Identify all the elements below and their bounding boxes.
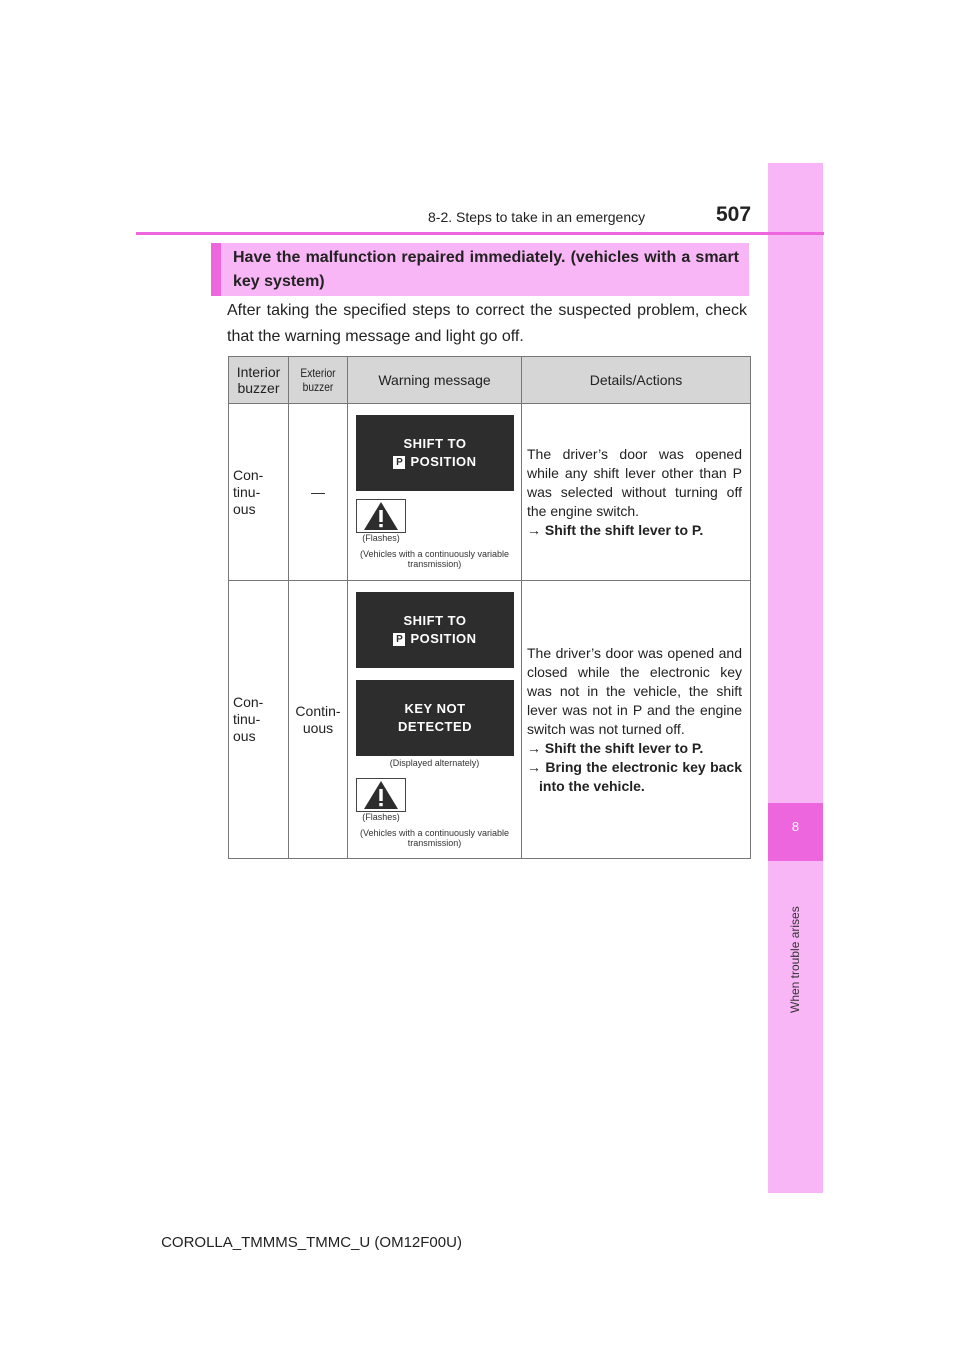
cvt-note: (Vehicles with a continuously variable transmission) <box>359 549 510 569</box>
header-rule <box>136 232 824 235</box>
cvt-note: (Vehicles with a continuously variable transmission) <box>359 827 510 848</box>
table-row <box>229 404 751 581</box>
exterior-buzzer-cell: — <box>289 404 348 581</box>
header-warning-message: Warning message <box>348 357 522 404</box>
p-position-icon: P <box>393 456 405 469</box>
chapter-label: When trouble arises <box>788 906 802 1014</box>
table-header-row <box>229 357 751 404</box>
master-warning-icon <box>356 499 406 533</box>
shift-to-p-display: SHIFT TO P POSITION <box>356 415 514 491</box>
warning-message-cell <box>348 404 522 581</box>
master-warning-icon <box>356 778 406 812</box>
chapter-number: 8 <box>791 819 800 834</box>
displayed-alternately-label: (Displayed alternately) <box>389 757 480 768</box>
section-title: 8-2. Steps to take in an emergency <box>428 209 646 225</box>
intro-paragraph: After taking the specified steps to correct the suspected problem, check that the warning message and light go off. <box>227 302 747 345</box>
action-item: → Shift the shift lever to P. <box>527 739 704 756</box>
flashes-label: (Flashes) <box>362 811 400 822</box>
warning-table <box>228 356 751 859</box>
header-interior-buzzer: Interior buzzer <box>229 357 289 404</box>
header-exterior-buzzer: Exterior buzzer <box>289 357 348 404</box>
exterior-buzzer-cell: Contin- uous <box>289 581 348 859</box>
interior-buzzer-cell: Con- tinu- ous <box>229 581 289 859</box>
table-row <box>229 581 751 859</box>
page-number: 507 <box>716 203 752 226</box>
action-item: → Shift the shift lever to P. <box>527 521 704 538</box>
p-position-icon: P <box>393 633 405 646</box>
section-heading: Have the malfunction repaired immediately. (vehicles with a smart key system) <box>211 243 749 296</box>
action-item: → Bring the electronic key back into the vehicle. <box>527 758 742 794</box>
interior-buzzer-cell: Con- tinu- ous <box>229 404 289 581</box>
footer-doc-id: COROLLA_TMMMS_TMMC_U (OM12F00U) <box>161 1234 462 1251</box>
shift-to-p-display: SHIFT TO P POSITION <box>356 592 514 668</box>
details-cell: The driver’s door was opened while any shift lever other than P was selected without turning off the engine switch. → Shift the shift lever to P. <box>522 404 751 581</box>
chapter-side-tab <box>768 163 823 1193</box>
key-not-detected-display: KEY NOT DETECTED <box>356 680 514 756</box>
flashes-label: (Flashes) <box>362 533 400 543</box>
details-cell: The driver’s door was opened and closed while the electronic key was not in the vehicle, the shift lever was not in P and the engine switch was not turned off. → Shift the shift lever to P. → Bring the electronic key back into the vehicle. <box>522 581 751 859</box>
header-details: Details/Actions <box>522 357 751 404</box>
warning-message-cell <box>348 581 522 859</box>
